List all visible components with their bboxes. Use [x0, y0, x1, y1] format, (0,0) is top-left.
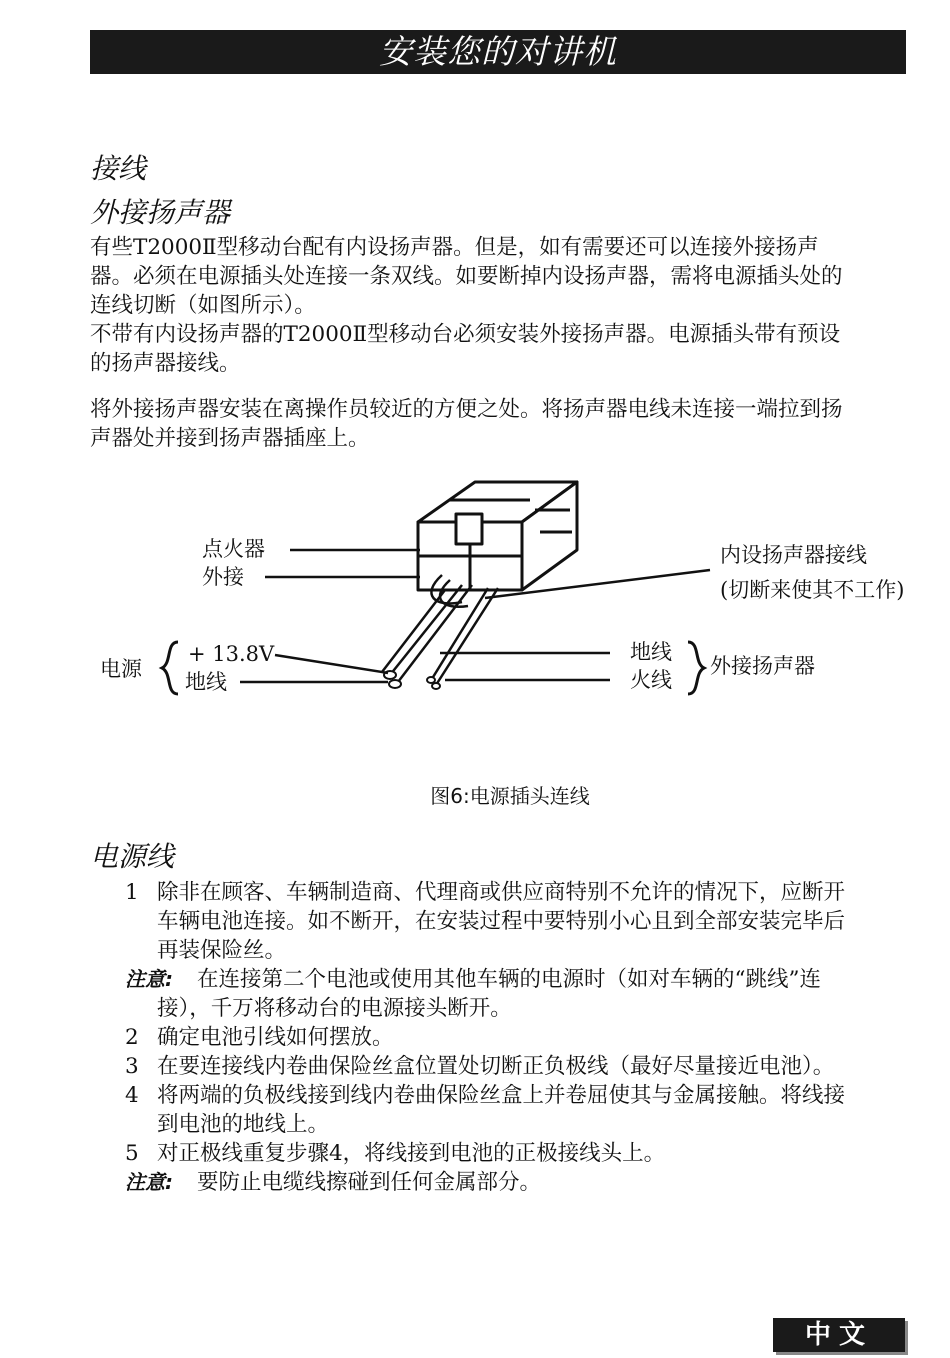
- note-cable-protection: [125, 1168, 925, 1197]
- connector-housing: [418, 482, 577, 590]
- item1-line1: 除非在顾客、车辆制造商、代理商或供应商特别不允许的情况下，应断开: [157, 880, 846, 905]
- item4-line1: 将两端的负极线接到线内卷曲保险丝盒上并卷屈使其与金属接触。将线接: [157, 1083, 846, 1108]
- section-heading-power: 电源线: [90, 840, 175, 873]
- power-plug-wiring-diagram: [90, 470, 940, 740]
- label-internal-note: (切断来使其不工作): [720, 578, 905, 602]
- para1-line2: 器。必须在电源插头处连接一条双线。如要断掉内设扬声器，需将电源插头处的: [90, 264, 843, 289]
- note1-line2: 接），千万将移动台的电源接头断开。: [157, 996, 512, 1021]
- para2-line2: 的扬声器接线。: [90, 351, 241, 376]
- note2-line1: 要防止电缆线擦碰到任何金属部分。: [197, 1170, 542, 1195]
- item4-line2: 到电池的地线上。: [157, 1112, 330, 1137]
- label-ignition: 点火器: [202, 537, 265, 561]
- note-disconnect: [125, 965, 925, 1023]
- note-label: 注意:: [125, 967, 173, 991]
- para3-line2: 声器处并接到扬声器插座上。: [90, 426, 370, 451]
- figure-caption: 图6:电源插头连线: [430, 784, 590, 808]
- list-item-number: 2: [125, 1025, 139, 1050]
- para1-line3: 连线切断（如图所示）。: [90, 293, 316, 318]
- paragraph-internal-speaker: [90, 233, 930, 320]
- list-item-number: 1: [125, 880, 139, 905]
- label-power: 电源: [100, 657, 142, 681]
- paragraph-speaker-mounting: [90, 395, 930, 453]
- paragraph-no-internal-speaker: [90, 320, 930, 378]
- section-heading-wiring: 接线: [90, 152, 147, 185]
- list-item: [125, 878, 925, 965]
- note1-line1: 在连接第二个电池或使用其他车辆的电源时（如对车辆的“跳线”连: [197, 967, 821, 992]
- language-badge: 中文: [773, 1318, 905, 1352]
- label-ground-left: 地线: [185, 670, 227, 694]
- list-item-text: [157, 1081, 925, 1139]
- label-external: 外接: [202, 565, 244, 589]
- item1-line3: 再装保险丝。: [157, 938, 287, 963]
- label-live: 火线: [630, 668, 672, 692]
- list-item: [125, 1081, 925, 1139]
- label-external-speaker: 外接扬声器: [710, 654, 815, 678]
- list-item-text: 确定电池引线如何摆放。: [157, 1025, 394, 1050]
- list-item-number: 4: [125, 1083, 139, 1108]
- list-item-text: 在要连接线内卷曲保险丝盒位置处切断正负极线（最好尽量接近电池）。: [157, 1054, 835, 1079]
- note-label: 注意:: [125, 1170, 173, 1194]
- para3-line1: 将外接扬声器安装在离操作员较近的方便之处。将扬声器电线未连接一端拉到扬: [90, 397, 843, 422]
- item1-line2: 车辆电池连接。如不断开，在安装过程中要特别小心且到全部安装完毕后: [157, 909, 846, 934]
- label-internal-speaker: 内设扬声器接线: [720, 543, 867, 567]
- para1-line1: 有些T2000Ⅱ型移动台配有内设扬声器。但是，如有需要还可以连接外接扬声: [90, 235, 819, 260]
- para2-line1: 不带有内设扬声器的T2000Ⅱ型移动台必须安装外接扬声器。电源插头带有预设: [90, 322, 841, 347]
- list-item-text: [157, 878, 925, 965]
- list-item-number: 5: [125, 1141, 139, 1166]
- list-item-number: 3: [125, 1054, 139, 1079]
- wire-ends: [384, 671, 440, 689]
- list-item-text: 对正极线重复步骤4，将线接到电池的正极接线头上。: [157, 1141, 666, 1166]
- subsection-heading-speaker: 外接扬声器: [90, 196, 231, 229]
- page-title: 安装您的对讲机: [90, 30, 906, 74]
- label-ground-right: 地线: [630, 640, 672, 664]
- label-plus-13-8v: + 13.8V: [188, 642, 275, 666]
